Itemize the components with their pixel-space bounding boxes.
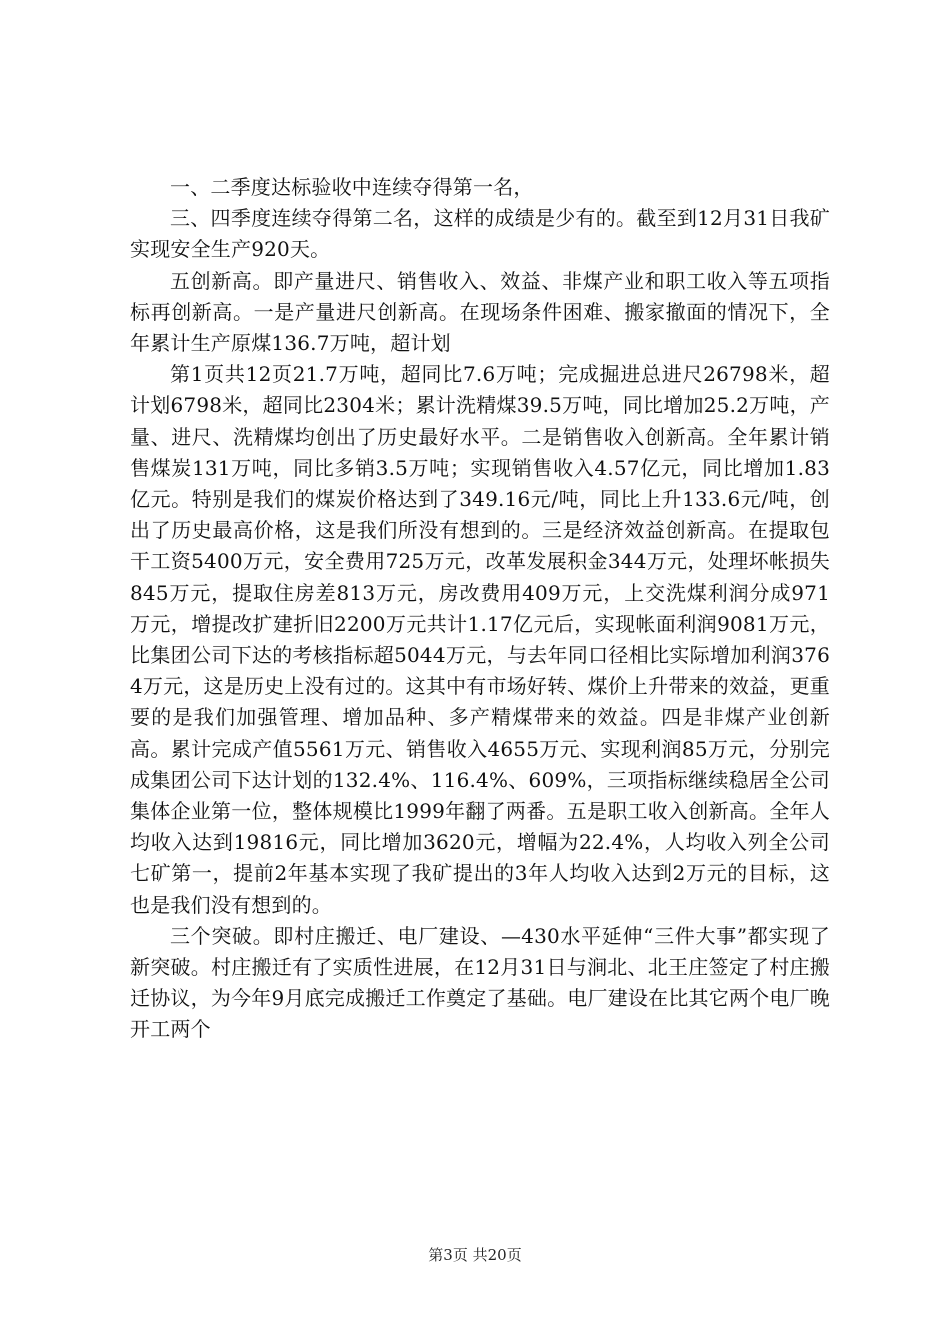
paragraph-2: 三、四季度连续夺得第二名，这样的成绩是少有的。截至到12月31日我矿实现安全生产920天。 xyxy=(130,206,830,262)
paragraph-3: 五创新高。即产量进尺、销售收入、效益、非煤产业和职工收入等五项指标再创新高。一是产量进尺创新高。在现场条件困难、搬家撤面的情况下，全年累计生产原煤136.7万吨，超计划 xyxy=(130,268,830,356)
body-text xyxy=(130,172,830,1046)
paragraph-5: 三个突破。即村庄搬迁、电厂建设、—430水平延伸“三件大事”都实现了新突破。村庄搬迁有了实质性进展，在12月31日与涧北、北王庄签定了村庄搬迁协议，为今年9月底完成搬迁工作奠定了基础。电厂建设在比其它两个电厂晚开工两个 xyxy=(130,923,830,1042)
paragraph-4: 第1页共12页21.7万吨，超同比7.6万吨；完成掘进总进尺26798米，超计划6798米，超同比2304米；累计洗精煤39.5万吨，同比增加25.2万吨，产量、进尺、洗精煤均创出了历史最好水平。二是销售收入创新高。全年累计销售煤炭131万吨，同比多销3.5万吨；实现销售收入4.57亿元，同比增加1.83亿元。特别是我们的煤炭价格达到了349.16元/吨，同比上升133.6元/吨，创出了历史最高价格，这是我们所没有想到的。三是经济效益创新高。在提取包干工资5400万元，安全费用725万元，改革发展积金344万元，处理坏帐损失845万元，提取住房差813万元，房改费用409万元，上交洗煤利润分成971万元，增提改扩建折旧2200万元共计1.17亿元后，实现帐面利润9081万元，比集团公司下达的考核指标超5044万元，与去年同口径相比实际增加利润3764万元，这是历史上没有过的。这其中有市场好转、煤价上升带来的效益，更重要的是我们加强管理、增加品种、多产精煤带来的效益。四是非煤产业创新高。累计完成产值5561万元、销售收入4655万元、实现利润85万元，分别完成集团公司下达计划的132.4%、116.4%、609%，三项指标继续稳居全公司集体企业第一位，整体规模比1999年翻了两番。五是职工收入创新高。全年人均收入达到19816元，同比增加3620元，增幅为22.4%，人均收入列全公司七矿第一，提前2年基本实现了我矿提出的3年人均收入达到2万元的目标，这也是我们没有想到的。 xyxy=(130,362,830,917)
page-footer: 第3页 共20页 xyxy=(428,1246,522,1264)
paragraph-1: 一、二季度达标验收中连续夺得第一名， xyxy=(170,175,534,199)
